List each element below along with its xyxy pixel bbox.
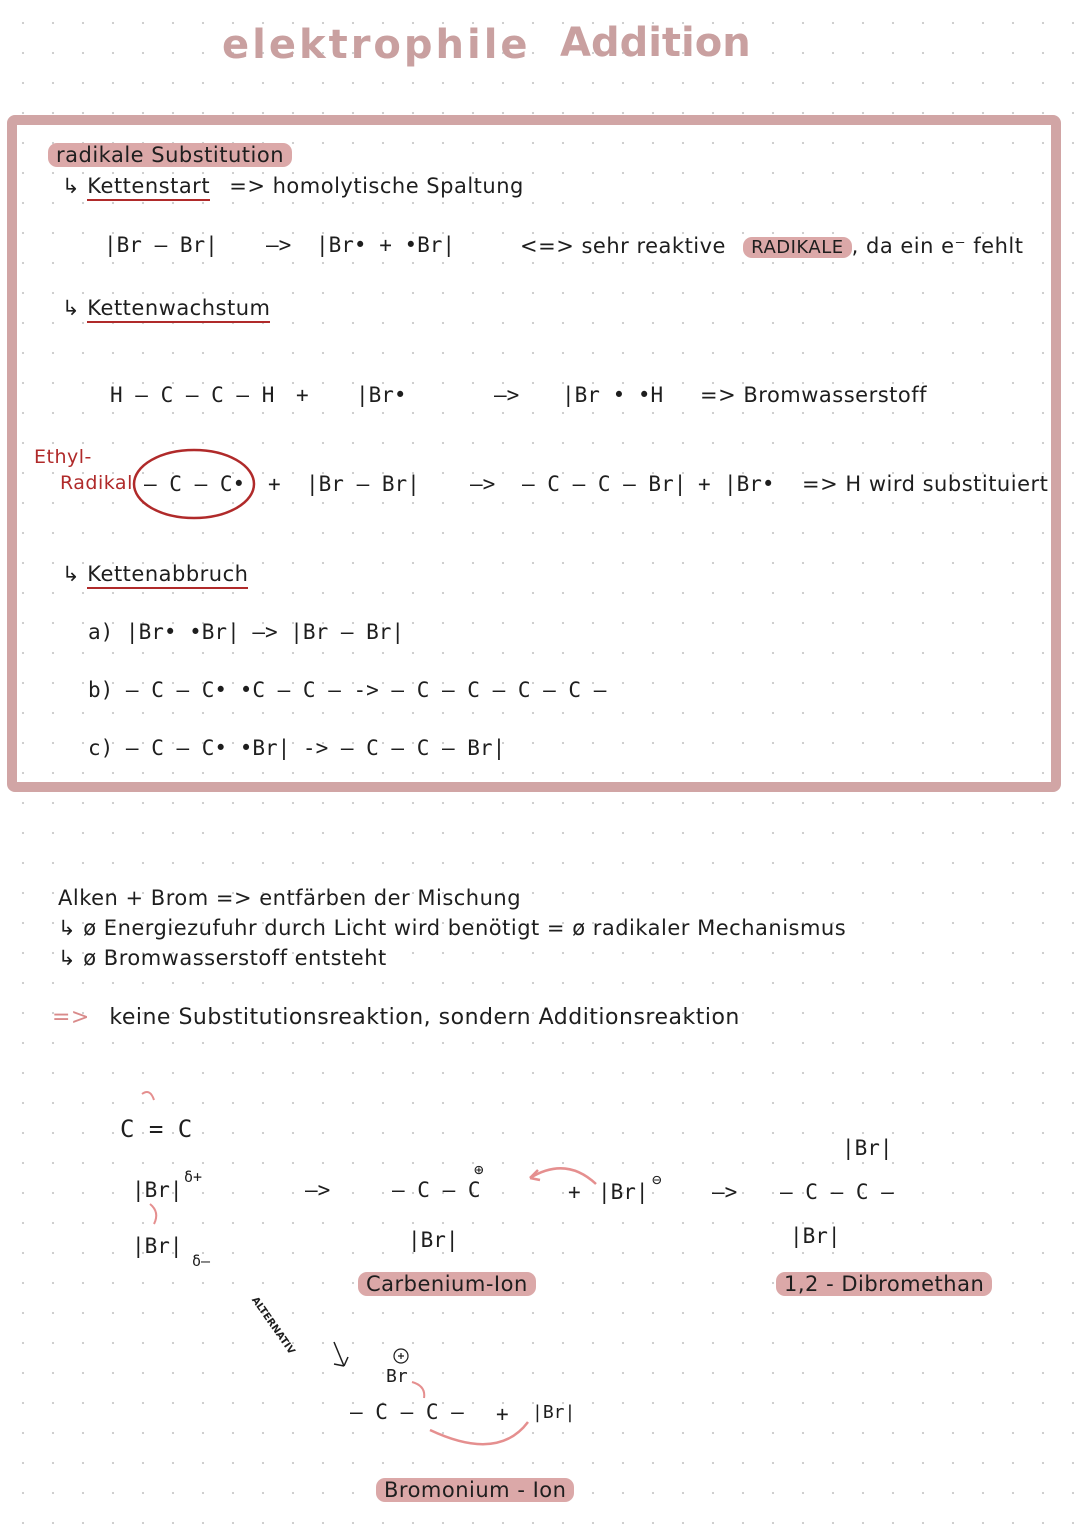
growth-eq2-product: – C – C – Br| (522, 472, 687, 496)
note-line-1: Alken + Brom => entfärben der Mischung (58, 886, 522, 910)
growth-eq1-arrow: –> (494, 383, 520, 407)
bromide-2: |Br| (532, 1402, 576, 1423)
start-eq-arrow: –> (266, 233, 292, 257)
growth-eq2-plus2: + (698, 472, 711, 496)
bromonium-plus-icon (398, 1353, 404, 1359)
mech-arrow-1: –> (305, 1178, 331, 1202)
ethyl-radical-circle (134, 450, 254, 518)
radical-heading: radikale Substitution (48, 143, 292, 167)
chain-growth-label: Kettenwachstum (87, 296, 270, 323)
title-part-2: Addition (560, 20, 751, 66)
charge-minus: ⊖ (652, 1170, 662, 1189)
mech-arrow-2: –> (712, 1180, 738, 1204)
curved-arrow-bromide-icon (530, 1168, 596, 1184)
carbenium-br: |Br| (408, 1228, 459, 1252)
start-explain-equiv: <=> sehr reaktive (520, 234, 726, 258)
growth-eq2-result: => H wird substituiert (802, 472, 1049, 496)
chain-growth-arrow: ↳ (62, 296, 81, 320)
conclusion-arrow: => (52, 1005, 90, 1030)
growth-eq2-arrow: –> (470, 472, 496, 496)
product-br-top: |Br| (842, 1136, 893, 1160)
note-line-3: ↳ ø Bromwasserstoff entsteht (58, 946, 387, 970)
note-line-2: ↳ ø Energiezufuhr durch Licht wird benötigt = ø radikaler Mechanismus (58, 916, 847, 940)
start-eq-right: |Br• + •Br| (316, 233, 456, 257)
delta-minus: δ– (192, 1252, 211, 1270)
start-eq-left: |Br – Br| (104, 233, 218, 257)
chain-start-arrow: ↳ (62, 174, 81, 198)
termination-b: b) – C – C• •C – C – -> – C – C – C – C – (88, 678, 607, 702)
growth-eq1-result: => Bromwasserstoff (700, 383, 928, 407)
growth-eq2-product2: |Br• (724, 472, 775, 496)
growth-eq2-reagent: |Br – Br| (306, 472, 420, 496)
charge-plus: ⊕ (474, 1160, 484, 1179)
alkene: C = C (120, 1115, 193, 1143)
bromonium-br: Br (386, 1366, 408, 1387)
growth-eq1-plus: + (296, 383, 309, 407)
growth-eq2-plus: + (268, 472, 281, 496)
bromonium-chain: – C – C – (350, 1400, 464, 1424)
br-bottom: |Br| (132, 1234, 183, 1258)
chain-start-label: Kettenstart (87, 174, 210, 201)
curved-arrow-pi-icon (142, 1092, 154, 1100)
title-part-1: elektrophile (222, 22, 531, 68)
growth-eq1-reagent: |Br• (356, 383, 407, 407)
bromide: |Br| (598, 1180, 649, 1204)
chain-start-result: => homolytische Spaltung (229, 174, 524, 198)
ethyl-label-2: Radikal (60, 472, 133, 494)
termination-a: a) |Br• •Br| –> |Br – Br| (88, 620, 405, 644)
radikale-highlight: RADIKALE (743, 237, 851, 258)
chain-termination-label: Kettenabbruch (87, 562, 248, 589)
carbenium-label: Carbenium-Ion (358, 1272, 536, 1296)
ring-open-arrow-icon (412, 1382, 424, 1398)
carbenium-chain: – C – C (392, 1178, 481, 1202)
delta-plus: δ+ (184, 1168, 203, 1186)
bromonium-label: Bromonium - Ion (376, 1478, 574, 1502)
mech-plus-1: + (568, 1180, 581, 1204)
chain-termination-arrow: ↳ (62, 562, 81, 586)
product-label: 1,2 - Dibromethan (776, 1272, 992, 1296)
product-chain: – C – C – (780, 1180, 894, 1204)
alternativ-arrow-icon (334, 1342, 348, 1366)
growth-eq1-left: H – C – C – H (110, 383, 275, 407)
curved-arrow-br-icon (150, 1204, 156, 1224)
growth-eq2-left: – C – C• (144, 472, 246, 496)
conclusion-text: keine Substitutionsreaktion, sondern Additionsreaktion (109, 1005, 740, 1030)
alternativ-label: ALTERNATIV (248, 1295, 297, 1357)
growth-eq1-product: |Br • •H (562, 383, 664, 407)
start-explain-rest: , da ein e⁻ fehlt (851, 234, 1024, 258)
ethyl-label-1: Ethyl- (34, 446, 92, 468)
mech-plus-2: + (496, 1402, 509, 1426)
product-br-bottom: |Br| (790, 1224, 841, 1248)
termination-c: c) – C – C• •Br| -> – C – C – Br| (88, 736, 506, 760)
br-top: |Br| (132, 1178, 183, 1202)
bromide-attack-arrow-icon (430, 1422, 528, 1444)
